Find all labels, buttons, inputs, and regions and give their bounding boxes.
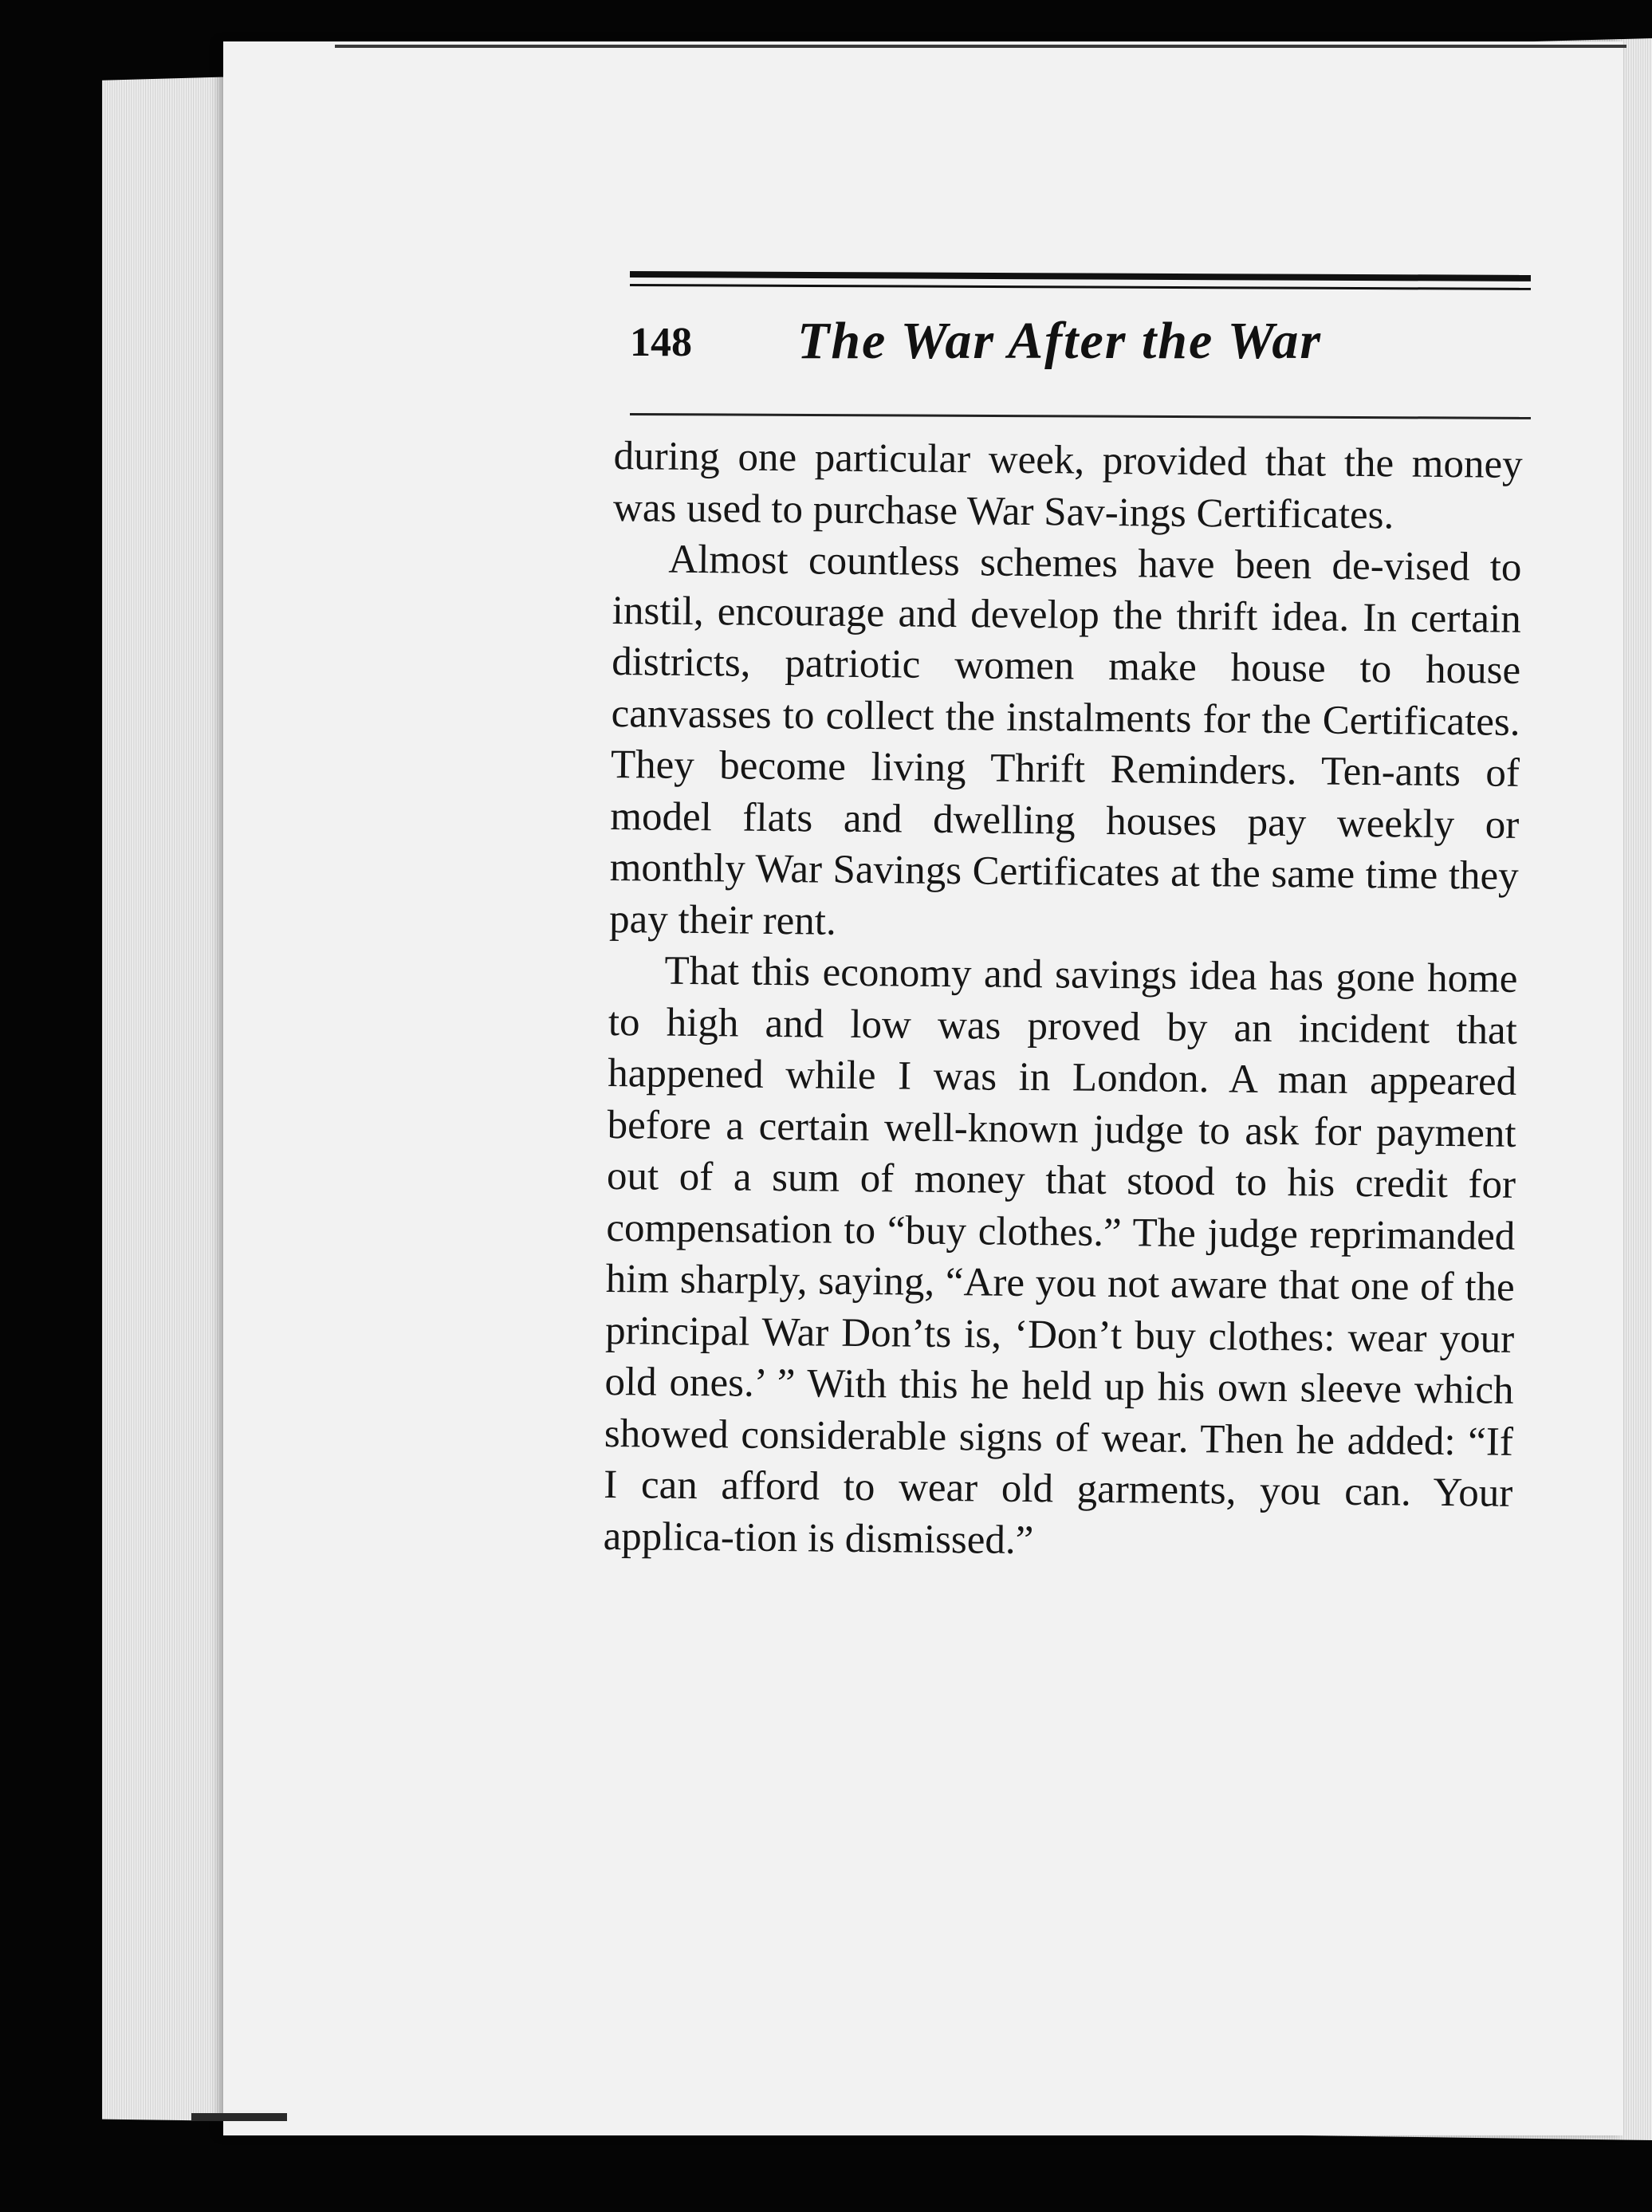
paragraph-judge-anecdote: That this economy and savings idea has gone home to high and low was proved by an incident that happened while I was in London. A man appeared before a certain well-known judge to ask for payment out of a sum of money that stood to his credit for compensation to “buy clothes.” The judge reprimanded him sharply, saying, “Are you not aware that one of the principal War Don’ts is, ‘Don’t buy clothes: wear your old ones.’ ” With this he held up his own sleeve which showed considerable signs of wear. Then he added: “If I can afford to wear old garments, you can. Your applica-tion is dismissed.”: [603, 948, 1518, 1563]
paragraph-continued: during one particular week, provided that the money was used to purchase War Sav-ings Certificates.: [612, 433, 1523, 537]
running-title: The War After the War: [797, 312, 1323, 370]
page-corner-curl: [191, 2113, 287, 2121]
page-top-edge: [335, 45, 1626, 48]
body-text: [603, 431, 1523, 1571]
paragraph-thrift-schemes: Almost countless schemes have been de-vised to instil, encourage and develop the thrift idea. In certain districts, patriotic women make house to house canvasses to collect the instalments for the Certificates. They become living Thrift Reminders. Ten-ants of model flats and dwelling houses pay weekly or monthly War Savings Certificates at the same time they pay their rent.: [608, 537, 1522, 944]
running-head: [630, 311, 1531, 383]
page-number: 148: [630, 320, 692, 365]
